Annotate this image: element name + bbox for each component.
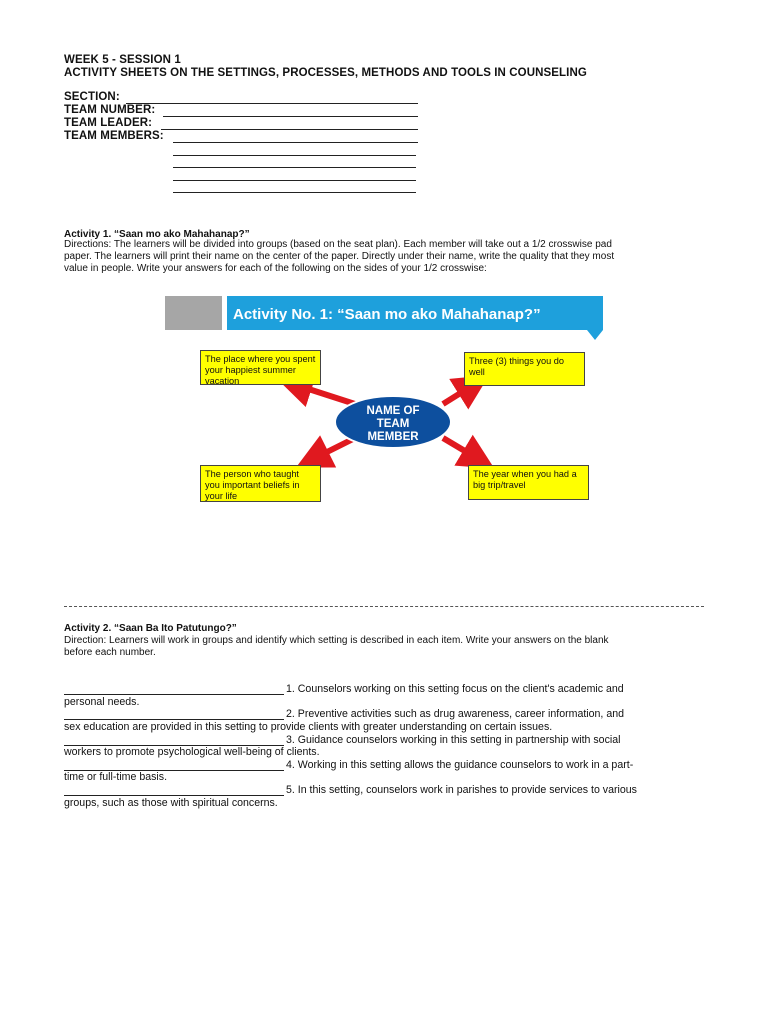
team-number-label: TEAM NUMBER: (64, 104, 156, 116)
activity2-directions-line: Direction: Learners will work in groups and identify which setting is described in each item. Write your answers on the blank (64, 635, 609, 646)
activity-diagram (165, 296, 605, 526)
center-text-line: NAME OF (366, 405, 420, 417)
box-person-who-taught: The person who taught you important beliefs in your life (200, 465, 321, 502)
team-member-blank[interactable] (173, 155, 416, 156)
arrow-top-left (293, 384, 355, 404)
item-text-continued: time or full-time basis. (64, 771, 168, 783)
activity1-directions-line: paper. The learners will print their name on the center of the paper. Directly under their name, write the quality that they most (64, 251, 615, 262)
item-text: 2. Preventive activities such as drug awareness, career information, and (286, 708, 624, 720)
team-member-blank[interactable] (173, 192, 416, 193)
team-members-label: TEAM MEMBERS: (64, 130, 164, 142)
arrow-top-right (443, 384, 475, 404)
box-things-you-do-well: Three (3) things you do well (464, 352, 585, 386)
item-text-continued: groups, such as those with spiritual concerns. (64, 797, 278, 809)
team-leader-label: TEAM LEADER: (64, 117, 153, 129)
item-text: 5. In this setting, counselors work in parishes to provide services to various (286, 784, 637, 796)
item-text-continued: personal needs. (64, 696, 140, 708)
team-member-blank[interactable] (173, 180, 416, 181)
team-member-blank[interactable] (173, 142, 418, 143)
activity1-directions-line: value in people. Write your answers for each of the following on the sides of your 1/2 crosswise: (64, 263, 487, 274)
arrow-bottom-right (443, 438, 480, 460)
section-label: SECTION: (64, 91, 120, 103)
box-happiest-summer: The place where you spent your happiest summer vacation (200, 350, 321, 385)
section-blank[interactable] (126, 103, 418, 104)
activity1-title: Activity 1. “Saan mo ako Mahahanap?” (64, 229, 250, 240)
arrow-bottom-left (311, 438, 355, 460)
item-text: 1. Counselors working on this setting focus on the client's academic and (286, 683, 624, 695)
activity2-directions-line: before each number. (64, 647, 156, 658)
center-text-line: TEAM (376, 418, 410, 430)
team-leader-blank[interactable] (161, 129, 418, 130)
activity2-title: Activity 2. “Saan Ba Ito Patutungo?” (64, 623, 237, 634)
item-text: 4. Working in this setting allows the guidance counselors to work in a part- (286, 759, 634, 771)
center-text-line: MEMBER (367, 431, 419, 443)
team-member-blank[interactable] (173, 167, 416, 168)
dashed-separator (64, 606, 704, 607)
gray-block (165, 296, 222, 330)
answer-blank[interactable] (64, 719, 284, 720)
team-number-blank[interactable] (163, 116, 418, 117)
box-year-big-trip: The year when you had a big trip/travel (468, 465, 589, 500)
document-title: ACTIVITY SHEETS ON THE SETTINGS, PROCESSES, METHODS AND TOOLS IN COUNSELING (64, 67, 587, 79)
item-text-continued: sex education are provided in this setting to provide clients with greater understanding on certain issues. (64, 721, 553, 733)
week-session-heading: WEEK 5 - SESSION 1 (64, 54, 181, 66)
answer-blank[interactable] (64, 694, 284, 695)
banner-text: Activity No. 1: “Saan mo ako Mahahanap?” (233, 306, 541, 323)
item-text: 3. Guidance counselors working in this setting in partnership with social (286, 734, 621, 746)
item-text-continued: workers to promote psychological well-being of clients. (64, 746, 320, 758)
activity1-directions-line: Directions: The learners will be divided into groups (based on the seat plan). Each member will take out a 1/2 crosswise pad (64, 239, 612, 250)
answer-blank[interactable] (64, 795, 284, 796)
